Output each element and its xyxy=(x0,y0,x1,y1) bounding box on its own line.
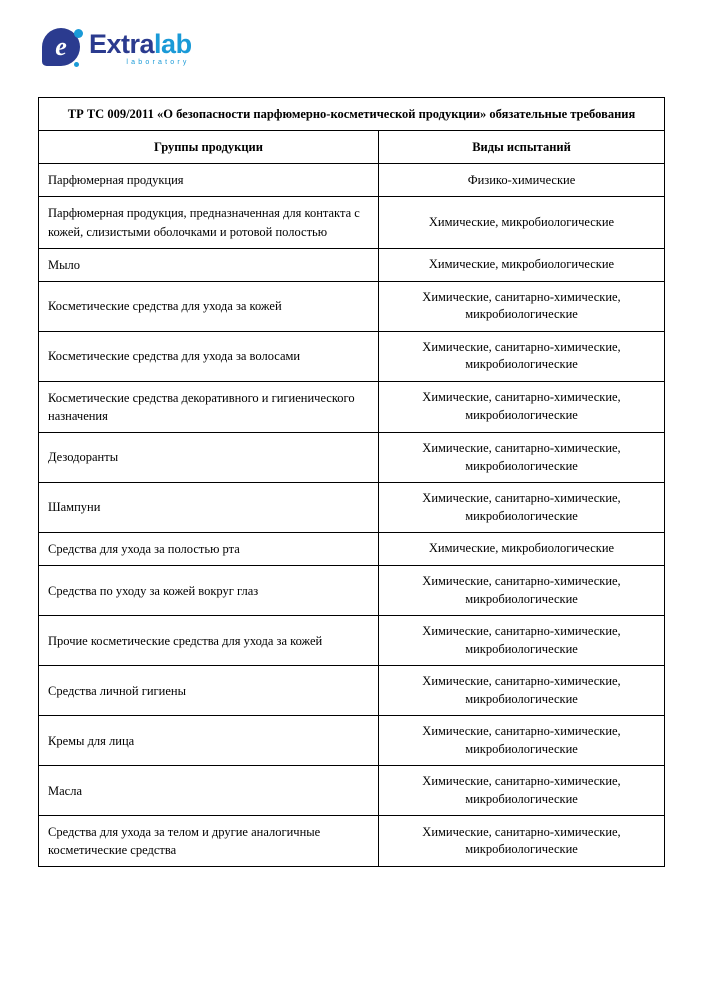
company-logo xyxy=(42,26,192,70)
table-row xyxy=(39,766,665,816)
cell-test-types: Химические, санитарно-химические, микробиологические xyxy=(379,766,665,816)
table-row xyxy=(39,616,665,666)
cell-product-group: Парфюмерная продукция, предназначенная для контакта с кожей, слизистыми оболочками и ротовой полостью xyxy=(39,197,379,248)
cell-product-group: Средства по уходу за кожей вокруг глаз xyxy=(39,566,379,616)
logo-name-lab: lab xyxy=(154,28,192,59)
cell-product-group: Шампуни xyxy=(39,483,379,533)
table-row xyxy=(39,816,665,867)
cell-product-group: Средства для ухода за полостью рта xyxy=(39,533,379,566)
cell-product-group: Кремы для лица xyxy=(39,716,379,766)
logo-mark-icon xyxy=(42,28,82,68)
table-row xyxy=(39,666,665,716)
cell-test-types: Физико-химические xyxy=(379,164,665,197)
cell-test-types: Химические, санитарно-химические, микробиологические xyxy=(379,666,665,716)
cell-product-group: Косметические средства декоративного и гигиенического назначения xyxy=(39,381,379,432)
table-body xyxy=(39,98,665,867)
cell-test-types: Химические, санитарно-химические, микробиологические xyxy=(379,381,665,432)
cell-product-group: Парфюмерная продукция xyxy=(39,164,379,197)
logo-name xyxy=(89,28,192,59)
table-row xyxy=(39,248,665,281)
table-row xyxy=(39,483,665,533)
table-title-row xyxy=(39,98,665,131)
cell-product-group: Мыло xyxy=(39,248,379,281)
column-header-groups: Группы продукции xyxy=(39,131,379,164)
logo-tagline: laboratory xyxy=(126,58,190,66)
table-row xyxy=(39,281,665,331)
table-title: ТР ТС 009/2011 «О безопасности парфюмерно-косметической продукции» обязательные требования xyxy=(39,98,665,131)
cell-product-group: Средства личной гигиены xyxy=(39,666,379,716)
cell-test-types: Химические, санитарно-химические, микробиологические xyxy=(379,716,665,766)
cell-test-types: Химические, санитарно-химические, микробиологические xyxy=(379,616,665,666)
table-row xyxy=(39,197,665,248)
table-row xyxy=(39,566,665,616)
table-row xyxy=(39,533,665,566)
cell-product-group: Средства для ухода за телом и другие аналогичные косметические средства xyxy=(39,816,379,867)
logo-letter-e: e xyxy=(55,32,67,61)
table-row xyxy=(39,381,665,432)
cell-product-group: Косметические средства для ухода за волосами xyxy=(39,331,379,381)
logo-wordmark xyxy=(89,28,192,66)
cell-product-group: Прочие косметические средства для ухода за кожей xyxy=(39,616,379,666)
logo-name-extra: Extra xyxy=(89,28,155,59)
table-row xyxy=(39,164,665,197)
cell-test-types: Химические, микробиологические xyxy=(379,248,665,281)
cell-test-types: Химические, микробиологические xyxy=(379,533,665,566)
table-row xyxy=(39,716,665,766)
table-header-row xyxy=(39,131,665,164)
cell-test-types: Химические, микробиологические xyxy=(379,197,665,248)
table-row xyxy=(39,331,665,381)
cell-product-group: Дезодоранты xyxy=(39,433,379,483)
logo-dot-small-icon xyxy=(74,62,79,67)
cell-test-types: Химические, санитарно-химические, микробиологические xyxy=(379,566,665,616)
cell-product-group: Масла xyxy=(39,766,379,816)
cell-product-group: Косметические средства для ухода за кожей xyxy=(39,281,379,331)
cell-test-types: Химические, санитарно-химические, микробиологические xyxy=(379,281,665,331)
cell-test-types: Химические, санитарно-химические, микробиологические xyxy=(379,331,665,381)
cell-test-types: Химические, санитарно-химические, микробиологические xyxy=(379,816,665,867)
table-row xyxy=(39,433,665,483)
requirements-table xyxy=(38,97,665,867)
logo-dot-large-icon xyxy=(74,29,83,38)
cell-test-types: Химические, санитарно-химические, микробиологические xyxy=(379,433,665,483)
cell-test-types: Химические, санитарно-химические, микробиологические xyxy=(379,483,665,533)
column-header-tests: Виды испытаний xyxy=(379,131,665,164)
